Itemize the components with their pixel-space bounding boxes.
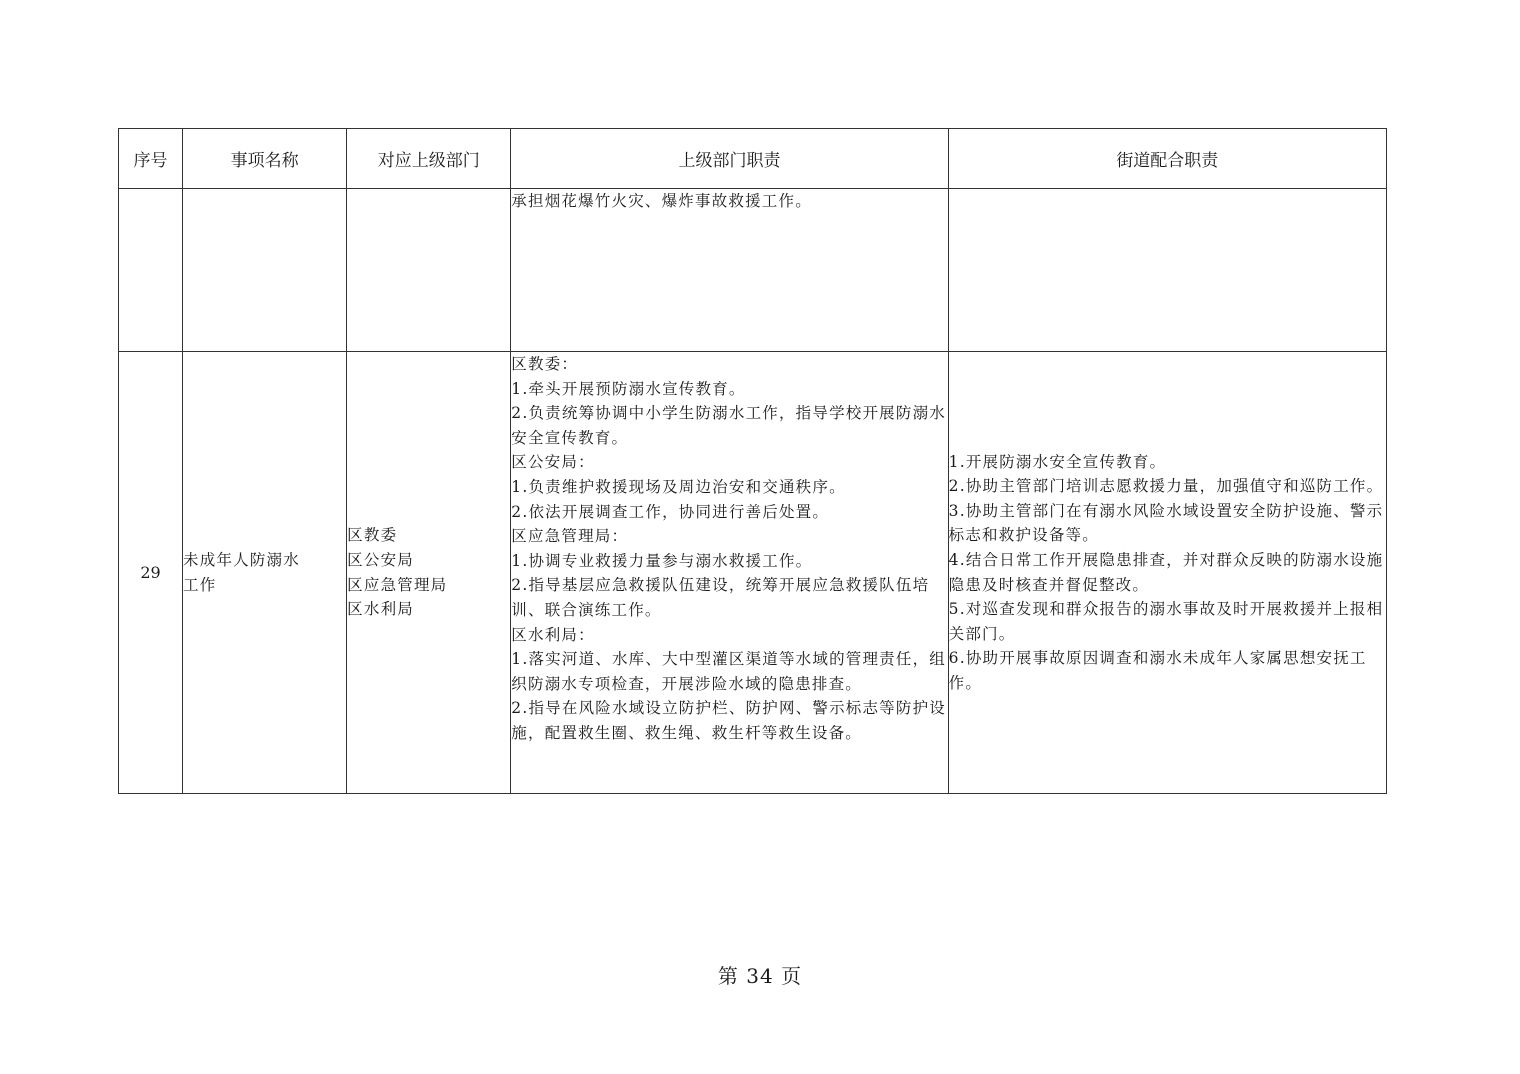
duties-table xyxy=(118,128,1387,794)
dept-line: 区应急管理局 xyxy=(347,575,448,594)
table-row xyxy=(119,189,1387,352)
dept-line: 区教委 xyxy=(347,526,398,545)
dept-line: 区公安局 xyxy=(347,550,414,569)
duty-line: 1.落实河道、水库、大中型灌区渠道等水域的管理责任，组织防溺水专项检查，开展涉险水域的隐患排查。 xyxy=(511,650,946,693)
dept-line: 区水利局 xyxy=(347,600,414,619)
street-duty-line: 3.协助主管部门在有溺水风险水域设置安全防护设施、警示标志和救护设备等。 xyxy=(948,501,1384,545)
header-street-duties: 街道配合职责 xyxy=(948,129,1386,189)
dept-heading: 区应急管理局： xyxy=(511,527,629,546)
cell-street-duties xyxy=(948,189,1386,352)
duty-line: 2.指导在风险水域设立防护栏、防护网、警示标志等防护设施，配置救生圈、救生绳、救生杆等救生设备。 xyxy=(511,699,946,742)
item-name-line: 未成年人防溺水 xyxy=(183,550,300,569)
dept-heading: 区公安局： xyxy=(511,453,595,472)
duty-line: 1.牵头开展预防溺水宣传教育。 xyxy=(511,379,746,398)
duty-line: 1.协调专业救援力量参与溺水救援工作。 xyxy=(511,551,813,570)
header-superior-dept: 对应上级部门 xyxy=(347,129,511,189)
duty-line: 2.依法开展调查工作，协同进行善后处置。 xyxy=(511,502,830,521)
dept-heading: 区教委： xyxy=(511,355,579,373)
duty-line: 2.负责统筹协调中小学生防溺水工作，指导学校开展防溺水安全宣传教育。 xyxy=(511,404,946,447)
header-item-name: 事项名称 xyxy=(183,129,347,189)
cell-superior-dept xyxy=(347,189,511,352)
duty-line: 2.指导基层应急救援队伍建设，统筹开展应急救援队伍培训、联合演练工作。 xyxy=(511,576,930,619)
street-duty-line: 5.对巡查发现和群众报告的溺水事故及时开展救援并上报相关部门。 xyxy=(948,600,1384,643)
street-duty-line: 6.协助开展事故原因调查和溺水未成年人家属思想安抚工作。 xyxy=(948,649,1367,692)
page-number: 第 34 页 xyxy=(717,964,803,988)
header-superior-duties: 上级部门职责 xyxy=(511,129,948,189)
item-name-line: 工作 xyxy=(183,575,217,594)
cell-superior-dept xyxy=(347,352,511,794)
cell-seq: 29 xyxy=(119,352,183,794)
cell-street-duties xyxy=(948,352,1386,794)
street-duty-line: 1.开展防溺水安全宣传教育。 xyxy=(948,452,1167,471)
street-duty-line: 4.结合日常工作开展隐患排查，并对群众反映的防溺水设施隐患及时核查并督促整改。 xyxy=(948,550,1384,594)
cell-superior-duties xyxy=(511,189,948,352)
street-duty-line: 2.协助主管部门培训志愿救援力量，加强值守和巡防工作。 xyxy=(948,477,1384,496)
cell-superior-duties xyxy=(511,352,948,794)
duty-line: 承担烟花爆竹火灾、爆炸事故救援工作。 xyxy=(511,192,812,210)
header-seq: 序号 xyxy=(119,129,183,189)
duty-line: 1.负责维护救援现场及周边治安和交通秩序。 xyxy=(511,477,846,496)
cell-item-name xyxy=(183,352,347,794)
table-row xyxy=(119,352,1387,794)
cell-item-name xyxy=(183,189,347,352)
dept-heading: 区水利局： xyxy=(511,625,595,644)
table-header-row xyxy=(119,129,1387,189)
cell-seq xyxy=(119,189,183,352)
